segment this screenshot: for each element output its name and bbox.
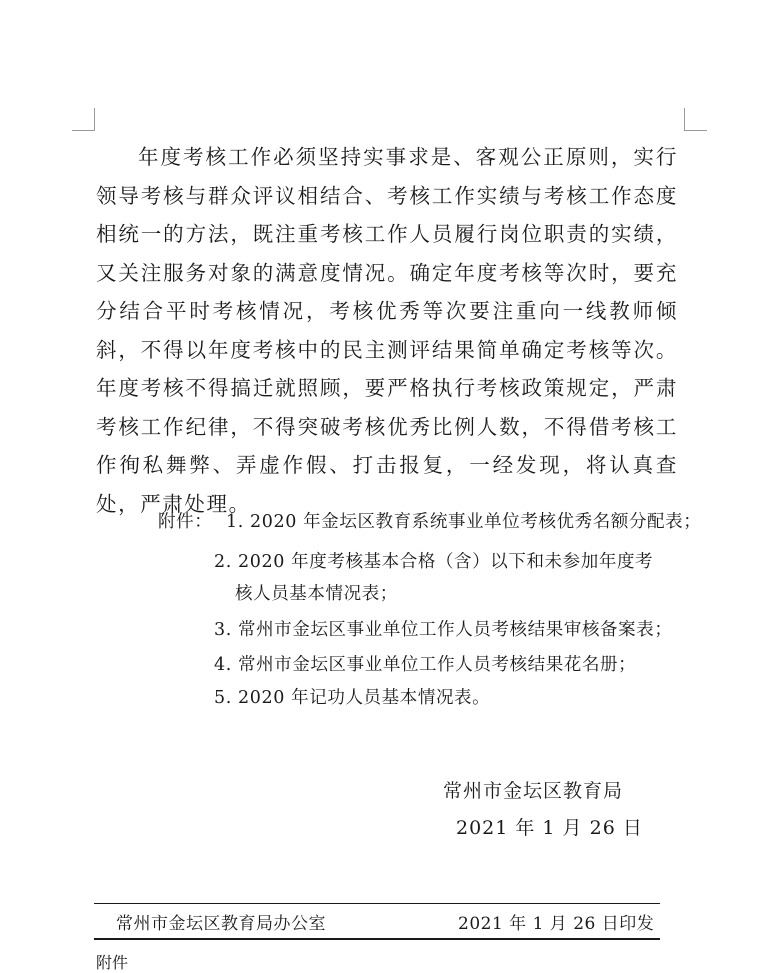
attachment-item-2-continued: 核人员基本情况表；: [235, 584, 398, 604]
body-paragraph: 年度考核工作必须坚持实事求是、客观公正原则，实行领导考核与群众评议相结合、考核工作实绩与考核工作态度相统一的方法，既注重考核工作人员履行岗位职责的实绩，又关注服务对象的满意度情况。确定年度考核等次时，要充分结合平时考核情况，考核优秀等次要注重向一线教师倾斜，不得以年度考核中的民主测评结果简单确定考核等次。年度考核不得搞迁就照顾，要严格执行考核政策规定，严肃考核工作纪律，不得突破考核优秀比例人数，不得借考核工作徇私舞弊、弄虚作假、打击报复，一经发现，将认真查处，严肃处理。: [96, 145, 678, 516]
signature-date: 2021 年 1 月 26 日: [456, 817, 643, 839]
footer-issuer: 常州市金坛区教育局办公室: [116, 914, 326, 934]
attachment-label: 附件：: [158, 512, 213, 532]
attachment-item-1: 1. 2020 年金坛区教育系统事业单位考核优秀名额分配表；: [226, 512, 702, 532]
crop-mark-top-left: [72, 108, 95, 131]
signature-organization: 常州市金坛区教育局: [443, 780, 624, 802]
next-page-heading-partial: 附件: [96, 953, 129, 972]
attachment-item-4: 4. 常州市金坛区事业单位工作人员考核结果花名册；: [214, 655, 637, 675]
footer-rule-bottom: [94, 938, 660, 940]
footer-rule-top: [94, 903, 660, 904]
attachment-item-5: 5. 2020 年记功人员基本情况表。: [214, 688, 491, 708]
footer-print-date: 2021 年 1 月 26 日印发: [458, 914, 655, 934]
attachment-item-3: 3. 常州市金坛区事业单位工作人员考核结果审核备案表；: [214, 620, 673, 640]
crop-mark-top-right: [684, 108, 707, 131]
attachment-item-2: 2. 2020 年度考核基本合格（含）以下和未参加年度考: [214, 552, 654, 572]
